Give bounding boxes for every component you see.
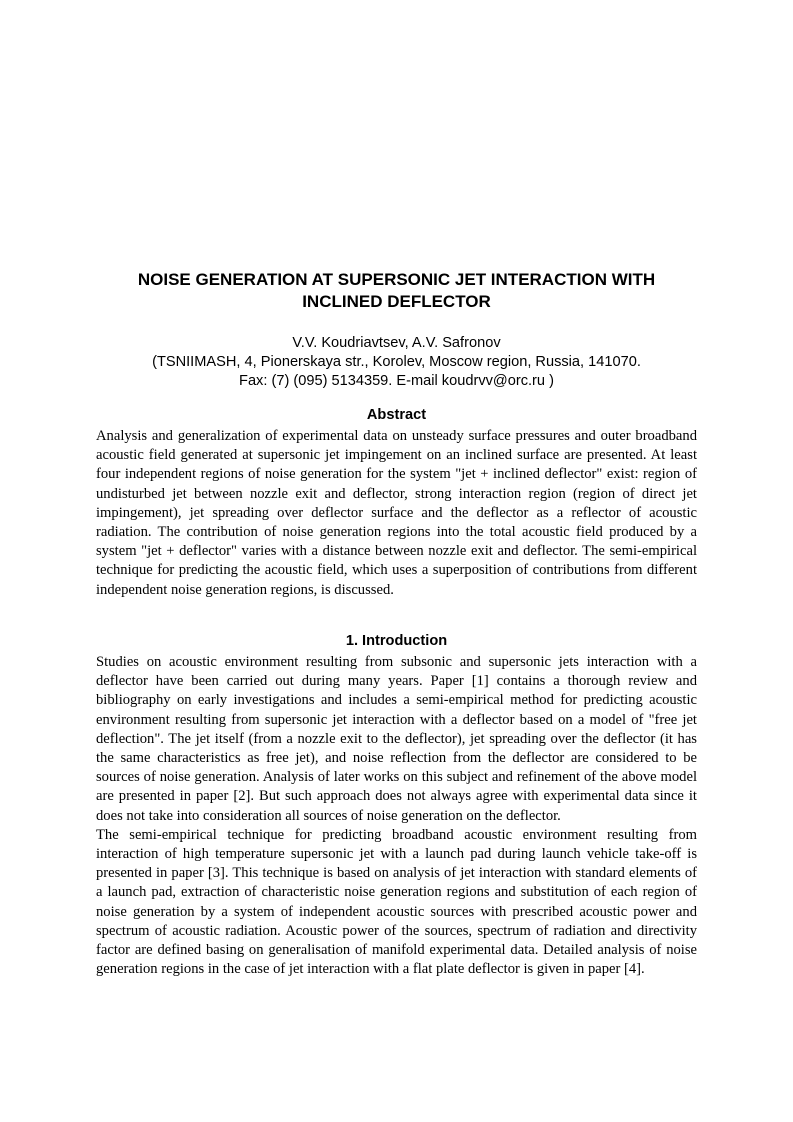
introduction-paragraph-2: The semi-empirical technique for predicting broadband acoustic environment resulting from interaction of high temperature supersonic jet with a launch pad during launch vehicle take-off is presented in paper [3]. This technique is based on analysis of jet interaction with standard elements of a launch pad, extraction of characteristic noise generation regions and substitution of each region of noise generation by a system of independent acoustic sources with prescribed acoustic power and spectrum of acoustic radiation. Acoustic power of the sources, spectrum of radiation and directivity factor are defined basing on generalisation of manifold experimental data. Detailed analysis of noise generation regions in the case of jet interaction with a flat plate deflector is given in paper [4]. (96, 826, 697, 978)
abstract-text: Analysis and generalization of experimental data on unsteady surface pressures and outer broadband acoustic field generated at supersonic jet impingement on an inclined surface are presented. At least four independent regions of noise generation for the system "jet + inclined deflector" exist: region of undisturbed jet between nozzle exit and deflector, strong interaction region (region of direct jet impingement), jet spreading over deflector surface and the deflector as a reflector of acoustic radiation. The contribution of noise generation regions into the total acoustic field produced by a system "jet + deflector" varies with a distance between nozzle exit and deflector. The semi-empirical technique for predicting the acoustic field, which uses a superposition of contributions from different independent noise generation regions, is discussed. (96, 428, 697, 598)
introduction-section (96, 653, 697, 979)
abstract-heading: Abstract (366, 407, 427, 423)
paper-title: NOISE GENERATION AT SUPERSONIC JET INTERACTION WITH INCLINED DEFLECTOR (137, 270, 656, 311)
author-contact: Fax: (7) (095) 5134359. E-mail koudrvv@orc.ru ) (239, 373, 554, 389)
author-names: V.V. Koudriavtsev, A.V. Safronov (292, 335, 501, 351)
author-block (96, 334, 697, 391)
abstract-section (96, 427, 697, 600)
introduction-heading: 1. Introduction (345, 633, 448, 649)
introduction-paragraph-1: Studies on acoustic environment resulting from subsonic and supersonic jets interaction with a deflector have been carried out during many years. Paper [1] contains a thorough review and bibliography on early investigations and includes a semi-empirical method for predicting acoustic environment resulting from supersonic jet interaction with a deflector based on a model of "free jet deflection". The jet itself (from a nozzle exit to the deflector), jet spreading over the deflector (it has the same characteristics as free jet), and noise reflection from the deflector are considered to be sources of noise generation. Analysis of later works on this subject and refinement of the above model are presented in paper [2]. But such approach does not always agree with experimental data since it does not take into consideration all sources of noise generation on the deflector. (96, 654, 697, 824)
author-affiliation: (TSNIIMASH, 4, Pionerskaya str., Korolev, Moscow region, Russia, 141070. (152, 354, 641, 370)
